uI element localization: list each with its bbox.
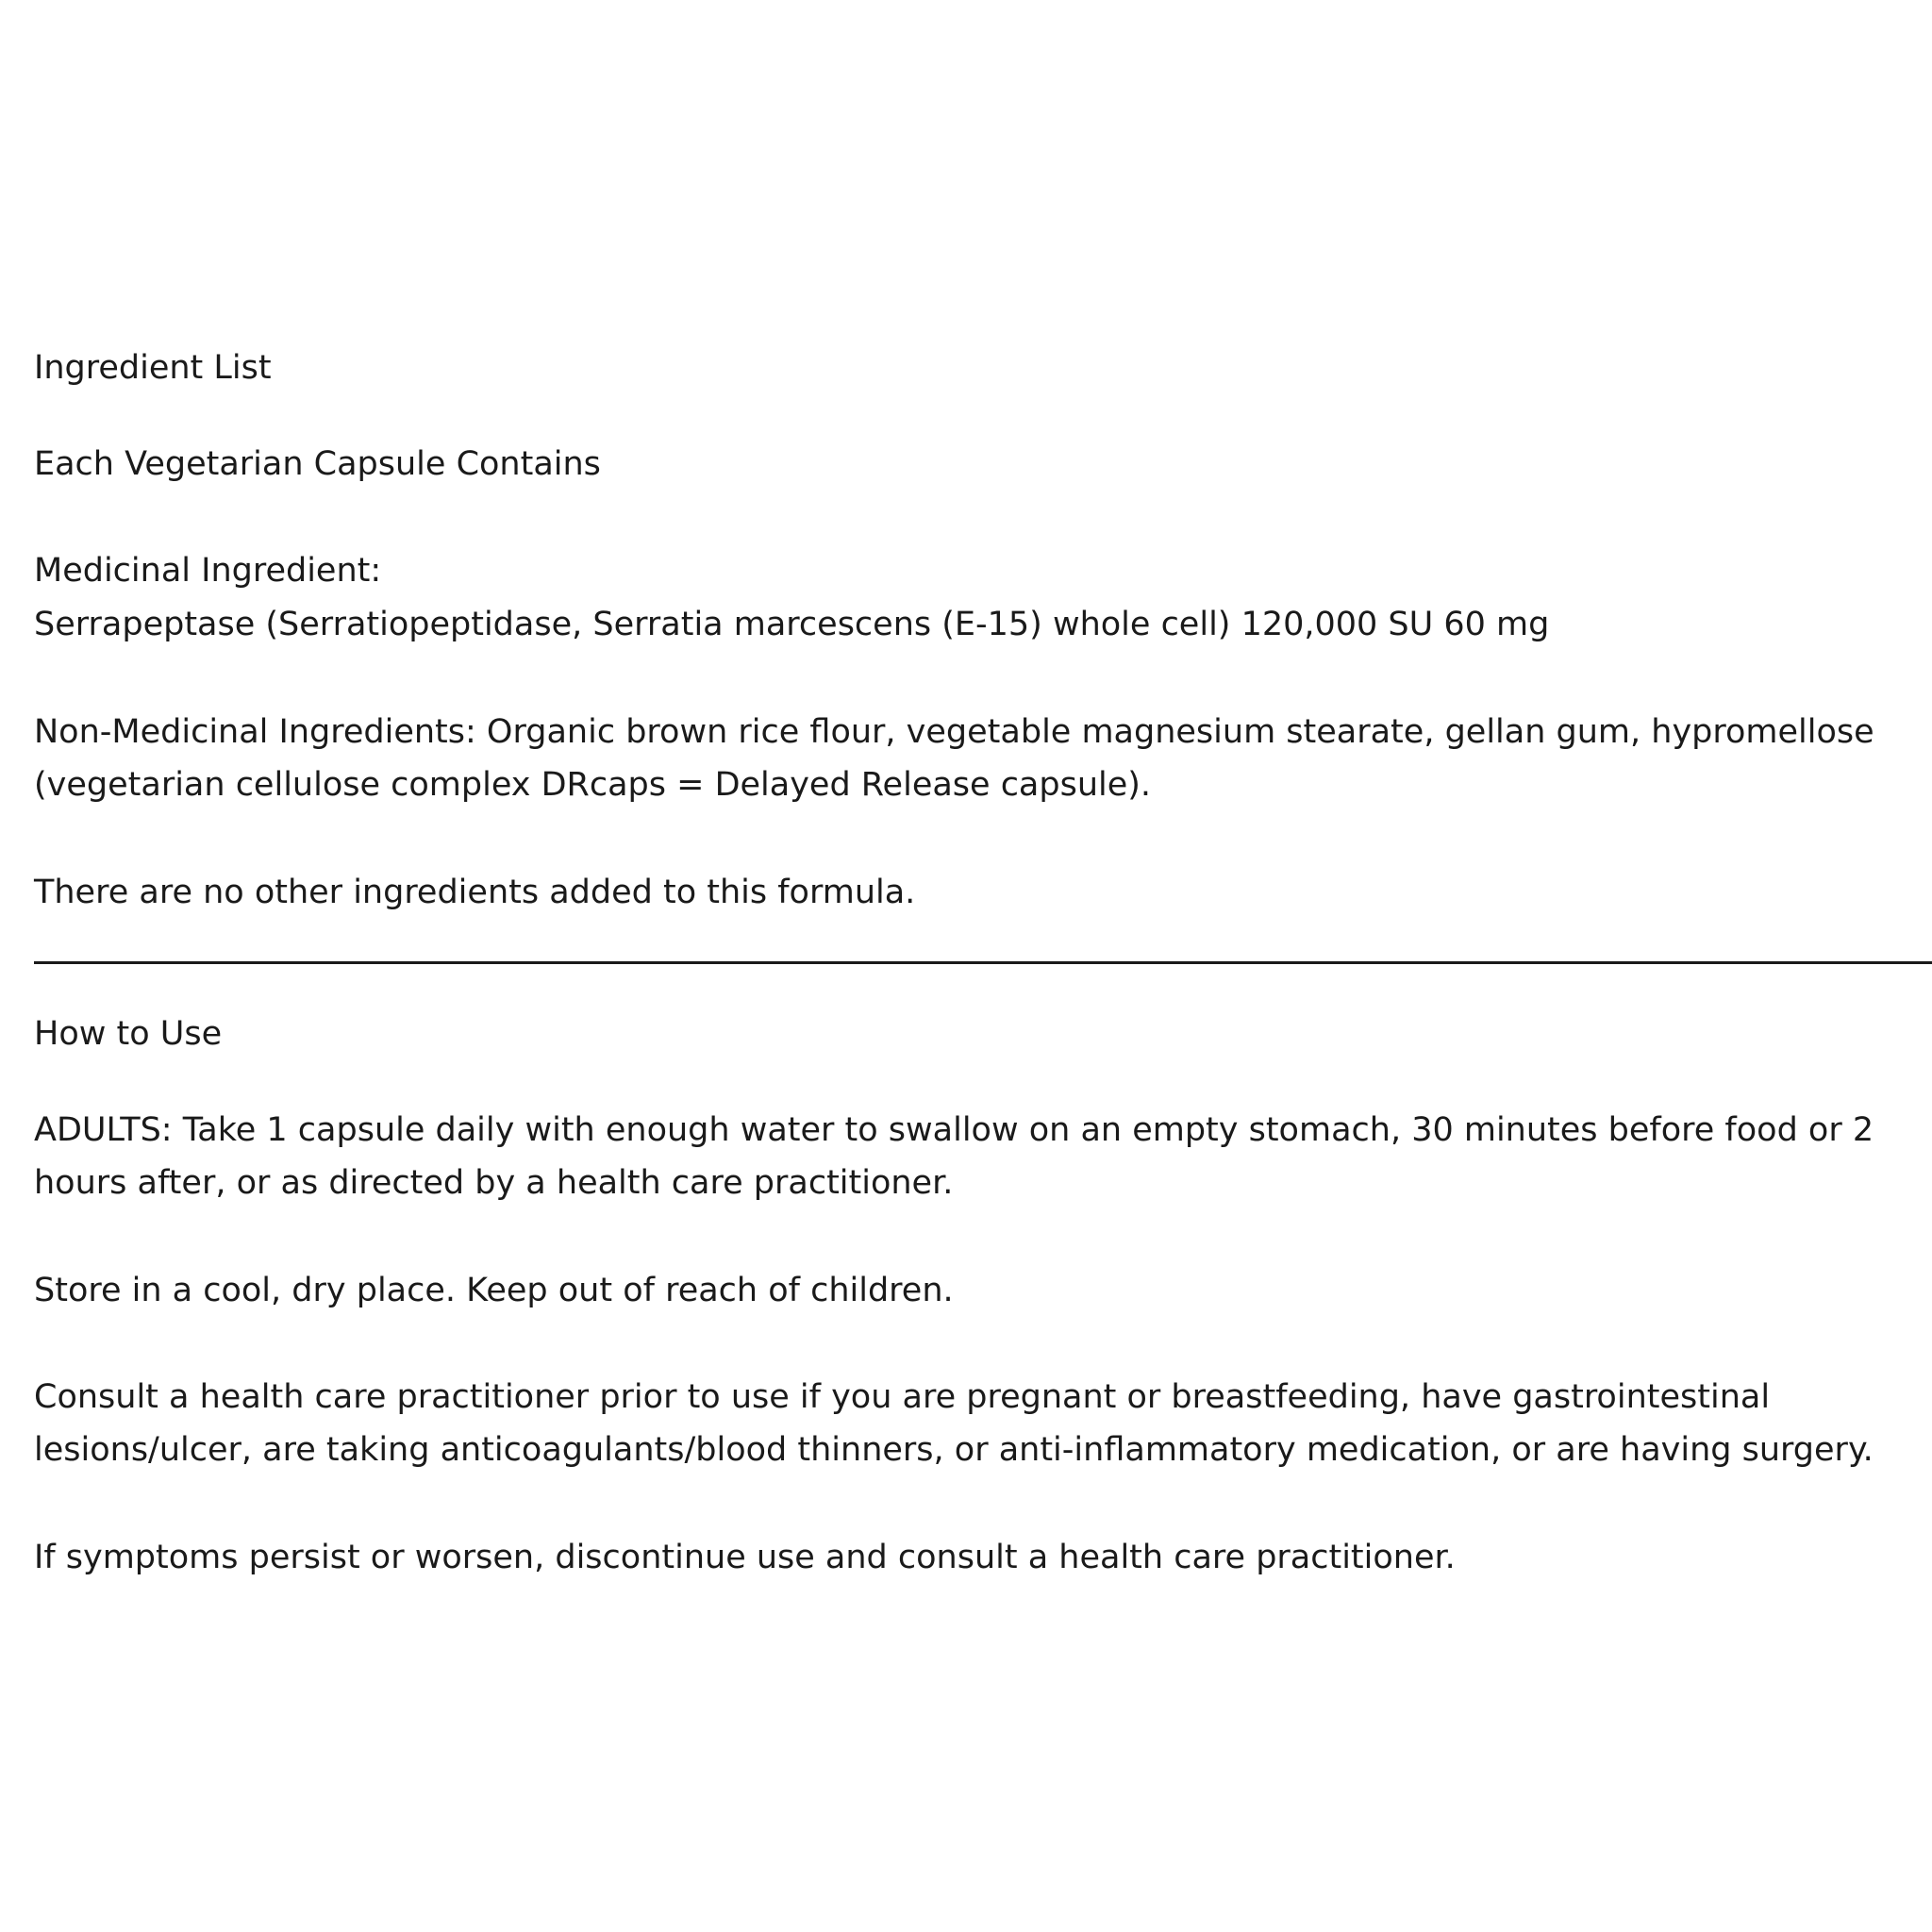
consult-warning-line-1: Consult a health care practitioner prior to use if you are pregnant or breastfeeding, have gastrointestinal [34, 1378, 1771, 1416]
how-to-use-heading: How to Use [34, 1015, 223, 1053]
adult-dosage-line-2: hours after, or as directed by a health care practitioner. [34, 1164, 954, 1202]
non-medicinal-ingredients-line-1: Non-Medicinal Ingredients: Organic brown rice flour, vegetable magnesium stearate, gellan gum, hypromellose [34, 713, 1874, 751]
storage-instructions: Store in a cool, dry place. Keep out of reach of children. [34, 1272, 954, 1309]
capsule-contents-subheading: Each Vegetarian Capsule Contains [34, 445, 601, 483]
symptoms-warning: If symptoms persist or worsen, discontinue use and consult a health care practitioner. [34, 1539, 1456, 1576]
medicinal-ingredient-value: Serrapeptase (Serratiopeptidase, Serratia marcescens (E-15) whole cell) 120,000 SU 60 mg [34, 606, 1550, 643]
adult-dosage-line-1: ADULTS: Take 1 capsule daily with enough water to swallow on an empty stomach, 30 minutes before food or 2 [34, 1111, 1874, 1149]
non-medicinal-ingredients-line-2: (vegetarian cellulose complex DRcaps = Delayed Release capsule). [34, 766, 1152, 804]
medicinal-ingredient-label: Medicinal Ingredient: [34, 552, 382, 590]
ingredient-list-heading: Ingredient List [34, 349, 272, 387]
consult-warning-line-2: lesions/ulcer, are taking anticoagulants/blood thinners, or anti-inflammatory medication, or are having surgery. [34, 1431, 1874, 1469]
no-other-ingredients-note: There are no other ingredients added to this formula. [34, 874, 916, 911]
section-divider [34, 961, 1932, 964]
